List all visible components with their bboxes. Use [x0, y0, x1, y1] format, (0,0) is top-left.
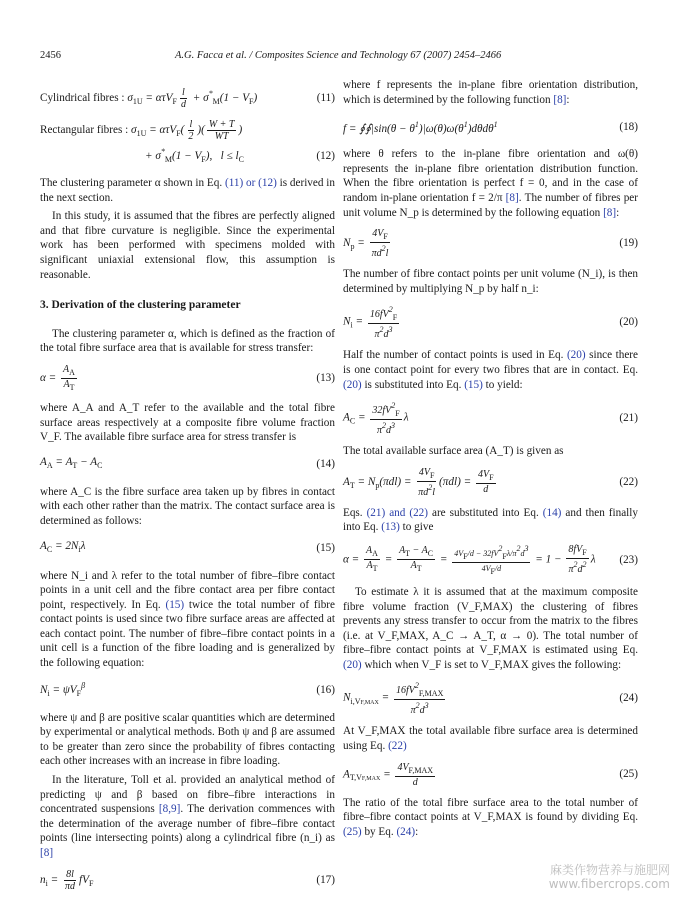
left-column: [40, 78, 335, 901]
paragraph: where θ refers to the in-plane fibre orientation and ω(θ) represents the in-plane fibre orientation distribution function. When the fibre orientation is perfect f = 0, and in the case of random in-plane orientation f = 2/π [8]. The number of fibres per unit volume N_p is determined by the following equation [8]:: [343, 148, 638, 219]
section-title: 3. Derivation of the clustering parameter: [40, 299, 241, 312]
ref-link[interactable]: (13): [381, 521, 400, 534]
paragraph: In this study, it is assumed that the fibres are perfectly aligned and that fibre curvature is negligible. Since the experimental work has been performed with specimens molded with significant uniaxial extensional flow, this assumption is reasonable.: [40, 210, 335, 281]
equation-12: Rectangular fibres : $\sigma_{1U} = \alpha\tau V_F$( $\frac{l}{2}$ )( $\frac{W + T}{WT}$ ): [40, 118, 243, 142]
paragraph: The clustering parameter α shown in Eq. (11) or (12) is derived in the next section.: [40, 177, 335, 204]
paragraph: where f represents the in-plane fibre orientation distribution, which is determined by the following function [8]:: [343, 79, 638, 106]
paragraph: The total available surface area (A_T) is given as: [343, 445, 564, 458]
equation-21: $A_C$ = $\frac{32fV^2_F}{\pi^2d^3}$ λ (21): [343, 401, 638, 437]
paragraph: where A_C is the fibre surface area taken up by fibres in contact with each other rather than the matrix. The contact surface area is determined as follows:: [40, 485, 335, 527]
paragraph: Eqs. (21) and (22) are substituted into Eq. (14) and then finally into Eq. (13) to give: [343, 506, 638, 534]
ref-link[interactable]: (15): [165, 598, 185, 611]
right-column: [343, 78, 638, 843]
ref-link[interactable]: (15): [464, 378, 483, 391]
watermark: 麻类作物营养与施肥网 www.fibercrops.com: [548, 863, 670, 891]
paragraph: To estimate λ it is assumed that at the maximum composite fibre volume fraction (V_F,MAX) the clustering of fibres prevents any stress transfer to occur from the matrix to the fibres (i.e. at V_F,MAX, A_C → A_T, α → 0). The total number of fibre–fibre contact points at V_F,MAX is estimated using Eq. (20) which when V_F is set to V_F,MAX gives the following:: [343, 585, 638, 671]
paragraph: At V_F,MAX the total available fibre surface area is determined using Eq. (22): [343, 725, 638, 753]
ref-link[interactable]: (22): [388, 740, 407, 753]
equation-14: $A_A = A_T - A_C$ (14): [40, 456, 335, 471]
ref-link[interactable]: (25): [343, 825, 362, 838]
equation-19: $N_p$ = $\frac{4V_F}{\pi d^2l}$ (19): [343, 228, 638, 260]
equation-13: α = $\frac{A_A}{A_T}$ (13): [40, 363, 335, 392]
ref-link[interactable]: (11) or (12): [224, 177, 277, 189]
equation-15: $A_C = 2N_i\lambda$ (15): [40, 540, 335, 555]
paragraph: where A_A and A_T refer to the available and the total fibre surface areas respectively at a composite fibre volume fraction V_F. The available fibre surface area for stress transfer is: [40, 401, 335, 444]
ref-link[interactable]: [8]: [505, 191, 519, 204]
equation-24: $N_{i,VF,MAX}$ = $\frac{16fV^2_{F,MAX}}{\pi^2d^3}$ (24): [343, 681, 638, 717]
equation-12-cont: + $\sigma^*_M(1 - V_F)$, $l \le l_C$ (12): [145, 146, 335, 164]
page-number: 2456: [40, 50, 61, 61]
paragraph: The ratio of the total fibre surface area to the total number of fibre–fibre contact points at V_F,MAX is found by dividing Eq. (25) by Eq. (24):: [343, 796, 638, 838]
equation-11: Cylindrical fibres : $\sigma_{1U} = \alpha\tau V_F$ $\frac{l}{d}$ + $\sigma^*_M(1 - V_F)$ (11): [40, 86, 335, 110]
paragraph: The clustering parameter α, which is defined as the fraction of the total fibre surface area that is available for stress transfer:: [40, 327, 335, 355]
equation-18: f = ∮∮|sin(θ − $\theta^1)|\omega(\theta)\omega(\theta^1)d\theta d\theta^1$ (18): [343, 119, 638, 135]
paragraph: Half the number of contact points is used in Eq. (20) since there is one contact point for every two fibres that are in contact. Eq. (20) is substituted into Eq. (15) to yield:: [343, 349, 638, 391]
equation-17: $n_i$ = $\frac{8l}{\pi d}$ $fV_F$ (17): [40, 869, 335, 893]
ref-link[interactable]: (20): [343, 378, 362, 391]
ref-link[interactable]: [8]: [603, 206, 617, 219]
paragraph: In the literature, Toll et al. provided an analytical method of predicting ψ and β based on fibre–fibre interactions in concentrated suspensions [8,9]. The derivation commences with the determination of the average number of fibre–fibre contact points (line intersecting points) along a cylindrical fibre (n_i) as [8]: [40, 774, 335, 859]
ref-link[interactable]: [8,9]: [158, 803, 181, 816]
ref-link[interactable]: (14): [542, 506, 562, 519]
paragraph: where ψ and β are positive scalar quantities which are determined by experimental or analytical methods. Both ψ and β are assumed to be greater than zero since the probability of fibres contacting each other increases with an increase in fibre loading.: [40, 711, 335, 768]
ref-link[interactable]: (24): [396, 825, 416, 838]
ref-link[interactable]: (21) and (22): [366, 506, 428, 519]
ref-link[interactable]: [8]: [40, 847, 54, 859]
running-head: A.G. Facca et al. / Composites Science and Technology 67 (2007) 2454–2466: [175, 50, 502, 61]
equation-16: $N_i = \psi V_F^\beta$ (16): [40, 681, 335, 699]
equation-22: $A_T = N_p(\pi dl)$ = $\frac{4V_F}{\pi d^2l}$ (πdl) = $\frac{4V_F}{d}$ (22): [343, 466, 638, 498]
ref-link[interactable]: (20): [343, 658, 362, 671]
paragraph: where N_i and λ refer to the total number of fibre–fibre contact points in a unit cell and the fibre contact area per fibre contact point, respectively. In Eq. (15) twice the total number of fibre contact points is used since two fibre surface areas are affected at each contact point. The number of fibre–fibre contact points in a unit cell is a function of the fibre loading and is generalized by the following equation:: [40, 569, 335, 670]
equation-25: $A_{T,VF,MAX}$ = $\frac{4V_{F,MAX}}{d}$ (25): [343, 761, 638, 788]
equation-20: $N_i$ = $\frac{16fV^2_F}{\pi^2d^3}$ (20): [343, 305, 638, 341]
paragraph: The number of fibre contact points per unit volume (N_i), is then determined by multiplying N_p by half n_i:: [343, 268, 638, 295]
ref-link[interactable]: (20): [566, 349, 586, 362]
ref-link[interactable]: [8]: [553, 93, 567, 106]
equation-23: α = $\frac{A_A}{A_T}$ = $\frac{A_T - A_C}{A_T}$ = $\frac{4VF/d - 32fV2F\lambda/\pi 2d3}{4VF/d}$ = 1 − $\frac{8fV_F}{\pi^2d^2}$ λ (23): [343, 543, 638, 576]
